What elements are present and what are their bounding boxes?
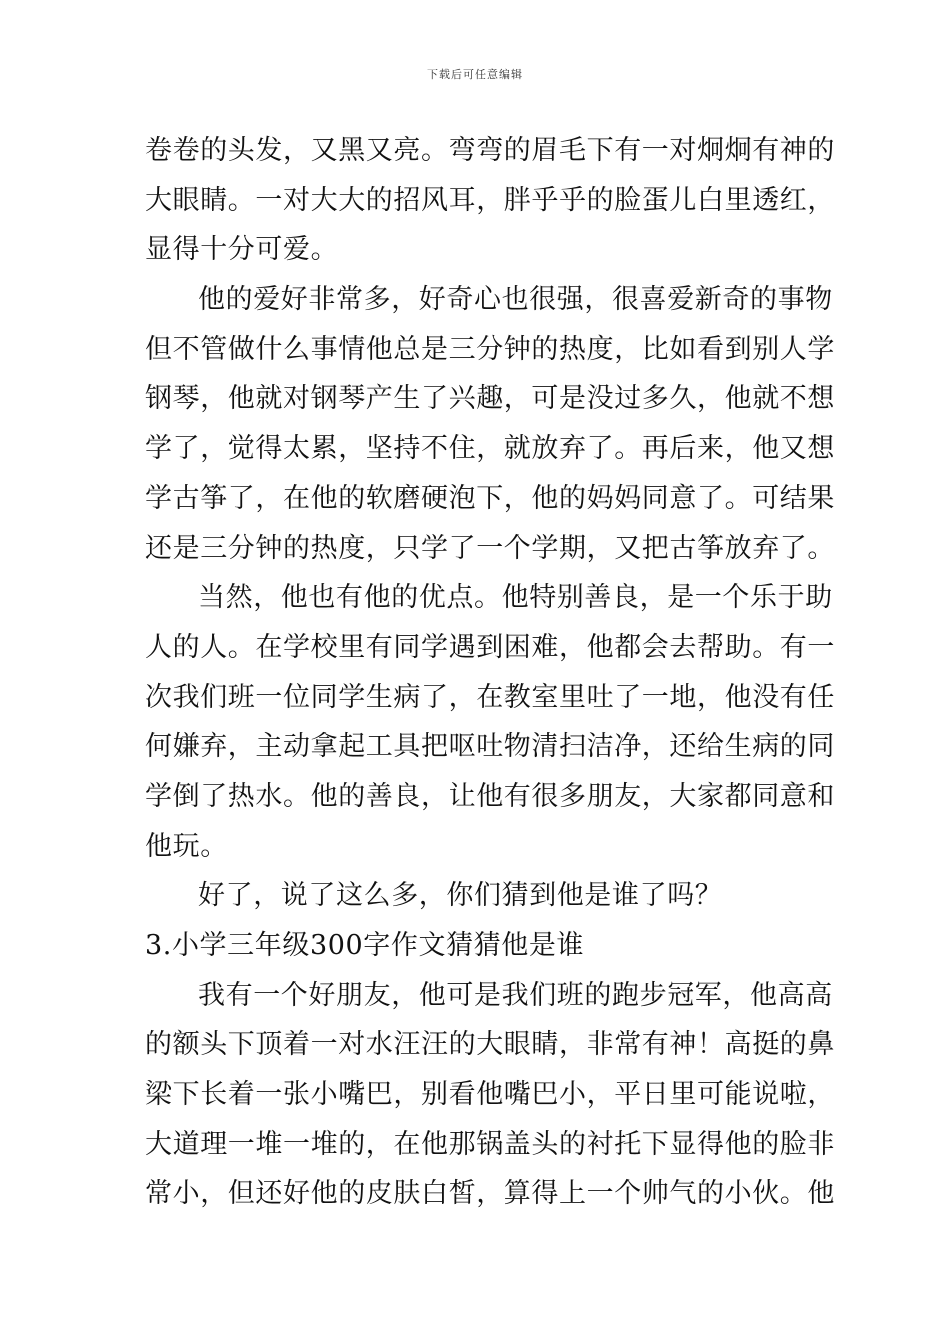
section-heading: 3.小学三年级300字作文猜猜他是谁 [145,930,585,961]
paragraph-start-line: 好了，说了这么多，你们猜到他是谁了吗？ [198,880,723,912]
text-line: 常小，但还好他的皮肤白皙，算得上一个帅气的小伙。他 [145,1178,835,1210]
text-line: 学古筝了，在他的软磨硬泡下，他的妈妈同意了。可结果 [145,482,835,514]
text-line: 大眼睛。一对大大的招风耳，胖乎乎的脸蛋儿白里透红， [145,184,835,216]
text-line: 大道理一堆一堆的，在他那锅盖头的衬托下显得他的脸非 [145,1128,835,1160]
text-line: 但不管做什么事情他总是三分钟的热度，比如看到别人学 [145,333,835,365]
text-line: 还是三分钟的热度，只学了一个学期，又把古筝放弃了。 [145,532,835,564]
text-line: 梁下长着一张小嘴巴，别看他嘴巴小，平日里可能说啦， [145,1079,835,1111]
paragraph-start-line: 我有一个好朋友，他可是我们班的跑步冠军，他高高 [198,979,833,1011]
page-header: 下载后可任意编辑 [427,68,523,81]
document-body [145,126,835,1219]
paragraph-start-line: 他的爱好非常多，好奇心也很强，很喜爱新奇的事物 [198,284,833,316]
text-line: 的额头下顶着一对水汪汪的大眼睛，非常有神！高挺的鼻 [145,1029,835,1061]
paragraph-start-line: 当然，他也有他的优点。他特别善良，是一个乐于助 [198,582,833,614]
text-line: 何嫌弃，主动拿起工具把呕吐物清扫洁净，还给生病的同 [145,731,835,763]
text-line: 他玩。 [145,830,228,862]
text-line: 学了，觉得太累，坚持不住，就放弃了。再后来，他又想 [145,433,835,465]
text-line: 次我们班一位同学生病了，在教室里吐了一地，他没有任 [145,681,835,713]
text-line: 卷卷的头发，又黑又亮。弯弯的眉毛下有一对炯炯有神的 [145,135,835,166]
text-line: 显得十分可爱。 [145,234,339,266]
text-line: 人的人。在学校里有同学遇到困难，他都会去帮助。有一 [145,631,835,663]
text-line: 学倒了热水。他的善良，让他有很多朋友，大家都同意和 [145,780,835,812]
text-line: 钢琴，他就对钢琴产生了兴趣，可是没过多久，他就不想 [145,383,835,415]
